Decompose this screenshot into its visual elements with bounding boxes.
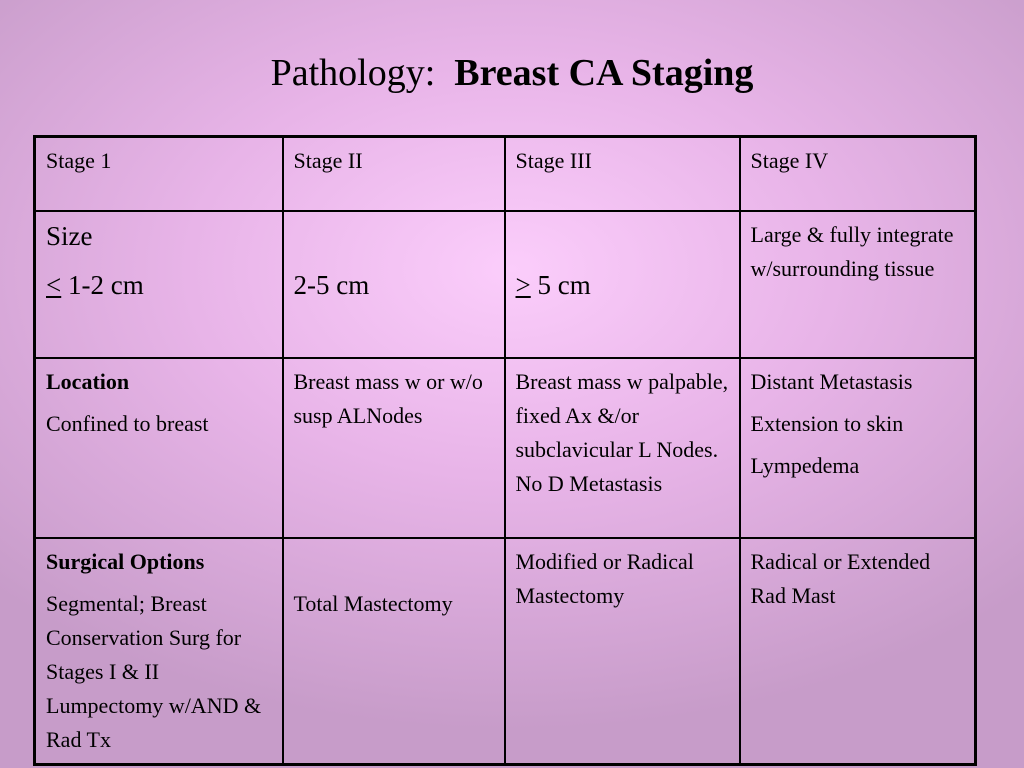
surgical-stage-4-cell: Radical or Extended Rad Mast — [740, 538, 976, 765]
size-stage-3-cell — [505, 211, 740, 358]
location-stage-4-line-3: Lympedema — [750, 453, 860, 478]
size-stage-3-text: 5 cm — [530, 270, 591, 300]
location-row — [35, 358, 976, 538]
surgical-stage-3-cell: Modified or Radical Mastectomy — [505, 538, 740, 765]
staging-table — [33, 135, 977, 766]
surgical-row — [35, 538, 976, 765]
size-stage-1-cell — [35, 211, 283, 358]
greater-equal-symbol: > — [515, 270, 531, 300]
slide-title — [0, 48, 1024, 98]
size-row — [35, 211, 976, 358]
size-stage-3-value — [516, 267, 729, 303]
location-stage-1-cell — [35, 358, 283, 538]
location-stage-4-line-1: Distant Metastasis — [750, 369, 913, 394]
size-stage-1-value — [46, 267, 272, 303]
table-header-row — [35, 137, 976, 212]
surgical-stage-2-cell — [283, 538, 505, 765]
header-stage-3: Stage III — [505, 137, 740, 212]
size-label: Size — [46, 221, 93, 251]
size-stage-1-text: 1-2 cm — [61, 270, 144, 300]
size-stage-2-cell — [283, 211, 505, 358]
title-prefix: Pathology: — [270, 52, 436, 94]
size-stage-4-cell: Large & fully integrate w/surrounding tissue — [740, 211, 976, 358]
header-stage-2: Stage II — [283, 137, 505, 212]
surgical-stage-2-text: Total Mastectomy — [293, 591, 453, 616]
less-equal-symbol: < — [46, 270, 62, 300]
title-bold: Breast CA Staging — [454, 52, 754, 94]
location-stage-3-cell: Breast mass w palpable, fixed Ax &/or subclavicular L Nodes. No D Metastasis — [505, 358, 740, 538]
header-stage-1: Stage 1 — [35, 137, 283, 212]
location-stage-1-text: Confined to breast — [46, 411, 209, 436]
size-stage-2-value: 2-5 cm — [293, 270, 370, 300]
surgical-stage-1-text: Segmental; Breast Conservation Surg for Stages I & II Lumpectomy w/AND & Rad Tx — [46, 591, 262, 752]
header-stage-4: Stage IV — [740, 137, 976, 212]
surgical-label: Surgical Options — [46, 549, 205, 574]
surgical-stage-1-cell — [35, 538, 283, 765]
location-label: Location — [46, 369, 130, 394]
location-stage-4-line-2: Extension to skin — [750, 411, 904, 436]
location-stage-4-cell — [740, 358, 976, 538]
location-stage-2-cell: Breast mass w or w/o susp ALNodes — [283, 358, 505, 538]
